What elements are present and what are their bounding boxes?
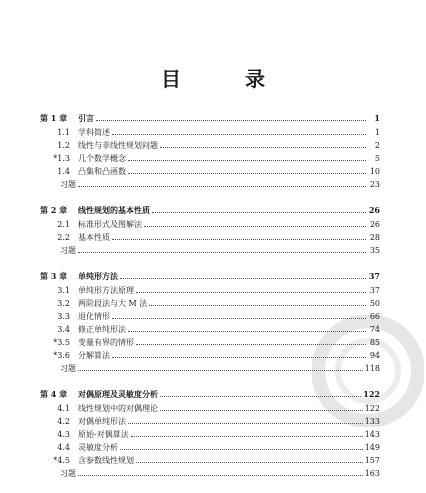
dot-leader (152, 212, 366, 213)
dot-leader (149, 305, 366, 306)
page-number: 23 (369, 180, 380, 189)
toc-section-row[interactable] (40, 349, 380, 362)
page-number: 1 (374, 113, 380, 123)
toc-exercise-row[interactable] (40, 362, 380, 375)
dot-leader (78, 370, 363, 371)
section-number: 2.2 (57, 233, 70, 242)
exercise-label: 习题 (60, 469, 76, 478)
section-title: 单纯形方法原理 (78, 286, 134, 295)
section-number: *1.3 (53, 154, 70, 163)
dot-leader (160, 147, 366, 148)
section-number: 3.1 (57, 286, 70, 295)
dot-leader (128, 423, 363, 424)
toc-chapter-row[interactable] (40, 270, 380, 283)
dot-leader (78, 252, 366, 253)
page-title: 目 录 (161, 67, 287, 91)
section-title: 基本性质 (78, 233, 110, 242)
exercise-label: 习题 (60, 364, 76, 373)
section-title: 原始-对偶算法 (78, 430, 129, 439)
page-number: 94 (369, 351, 380, 360)
toc-section-row[interactable] (40, 152, 380, 165)
dot-leader (112, 134, 366, 135)
dot-leader (78, 186, 366, 187)
toc-section-row[interactable] (40, 336, 380, 349)
exercise-label: 习题 (60, 180, 76, 189)
section-title: 线性与非线性规划问题 (78, 141, 158, 150)
chapter-title: 线性规划的基本性质 (78, 205, 150, 215)
page-number: 143 (364, 430, 380, 439)
dot-leader (120, 449, 363, 450)
page-number: 26 (368, 205, 380, 215)
dot-leader (160, 396, 361, 397)
chapter-section (40, 388, 380, 480)
chapter-title: 对偶原理及灵敏度分析 (78, 389, 158, 399)
section-number: 3.4 (57, 325, 70, 334)
section-title: 学科简述 (78, 128, 110, 137)
section-number: *3.5 (53, 338, 70, 347)
dot-leader (112, 239, 366, 240)
section-number: 3.3 (57, 312, 70, 321)
toc-chapter-row[interactable] (40, 112, 380, 125)
toc-section-row[interactable] (40, 231, 380, 244)
page-number: 50 (369, 299, 380, 308)
page-number: 37 (369, 286, 380, 295)
toc-section-row[interactable] (40, 284, 380, 297)
dot-leader (136, 344, 366, 345)
section-title: 分解算法 (78, 351, 110, 360)
table-of-contents (40, 112, 380, 493)
section-number: 4.4 (57, 443, 70, 452)
toc-section-row[interactable] (40, 441, 380, 454)
dot-leader (96, 120, 366, 121)
section-number: 1.1 (57, 128, 70, 137)
section-number: *4.5 (53, 456, 70, 465)
section-title: 线性规划中的对偶理论 (78, 404, 158, 413)
toc-section-row[interactable] (40, 323, 380, 336)
section-number: 4.1 (57, 404, 70, 413)
page-number: 35 (369, 246, 380, 255)
toc-section-row[interactable] (40, 454, 380, 467)
section-title: 两阶段法与大 M 法 (78, 299, 148, 308)
page-number: 85 (369, 338, 380, 347)
dot-leader (112, 357, 366, 358)
chapter-number: 第 2 章 (40, 205, 68, 215)
section-title: 退化情形 (78, 312, 110, 321)
toc-section-row[interactable] (40, 297, 380, 310)
section-number: 4.3 (57, 430, 70, 439)
toc-section-row[interactable] (40, 428, 380, 441)
chapter-number: 第 1 章 (40, 113, 68, 123)
toc-section-row[interactable] (40, 126, 380, 139)
chapter-section (40, 204, 380, 257)
toc-section-row[interactable] (40, 310, 380, 323)
page-number: 28 (369, 233, 380, 242)
page-number: 122 (364, 404, 380, 413)
page-number: 37 (368, 271, 380, 281)
section-title: 修正单纯形法 (78, 325, 126, 334)
chapter-section (40, 270, 380, 375)
toc-chapter-row[interactable] (40, 204, 380, 217)
chapter-title: 单纯形方法 (78, 271, 118, 281)
chapter-number: 第 3 章 (40, 271, 68, 281)
page-number: 149 (364, 443, 380, 452)
chapter-number: 第 4 章 (40, 389, 68, 399)
dot-leader (128, 173, 366, 174)
dot-leader (136, 462, 363, 463)
page-number: 122 (363, 389, 380, 399)
page-number: 163 (364, 469, 380, 478)
page-number: 133 (364, 417, 380, 426)
page-number: 157 (364, 456, 380, 465)
dot-leader (136, 292, 366, 293)
section-number: *3.6 (53, 351, 70, 360)
section-title: 变量有界的情形 (78, 338, 134, 347)
section-number: 2.1 (57, 220, 70, 229)
dot-leader (131, 436, 363, 437)
page-number: 66 (369, 312, 380, 321)
dot-leader (78, 475, 363, 476)
page-number: 118 (364, 364, 380, 373)
page-number: 2 (374, 141, 380, 150)
section-title: 几个数学概念 (78, 154, 126, 163)
toc-exercise-row[interactable] (40, 244, 380, 257)
toc-chapter-row[interactable] (40, 388, 380, 401)
section-title: 凸集和凸函数 (78, 167, 126, 176)
section-number: 1.2 (57, 141, 70, 150)
dot-leader (128, 160, 366, 161)
toc-exercise-row[interactable] (40, 178, 380, 191)
section-title: 标准形式及图解法 (78, 220, 142, 229)
section-title: 含参数线性规划 (78, 456, 134, 465)
dot-leader (160, 410, 363, 411)
dot-leader (144, 226, 366, 227)
section-title: 对偶单纯形法 (78, 417, 126, 426)
page-number: 26 (369, 220, 380, 229)
page-number: 1 (374, 128, 380, 137)
toc-section-row[interactable] (40, 402, 380, 415)
dot-leader (112, 318, 366, 319)
dot-leader (120, 278, 366, 279)
toc-section-row[interactable] (40, 415, 380, 428)
chapter-title: 引言 (78, 113, 94, 123)
toc-section-row[interactable] (40, 139, 380, 152)
section-number: 4.2 (57, 417, 70, 426)
page-number: 74 (369, 325, 380, 334)
section-number: 1.4 (57, 167, 70, 176)
exercise-label: 习题 (60, 246, 76, 255)
dot-leader (128, 331, 366, 332)
toc-exercise-row[interactable] (40, 467, 380, 480)
chapter-section (40, 112, 380, 191)
section-title: 灵敏度分析 (78, 443, 118, 452)
page-number: 5 (374, 154, 380, 163)
page-number: 10 (369, 167, 380, 176)
toc-section-row[interactable] (40, 218, 380, 231)
toc-section-row[interactable] (40, 165, 380, 178)
section-number: 3.2 (57, 299, 70, 308)
